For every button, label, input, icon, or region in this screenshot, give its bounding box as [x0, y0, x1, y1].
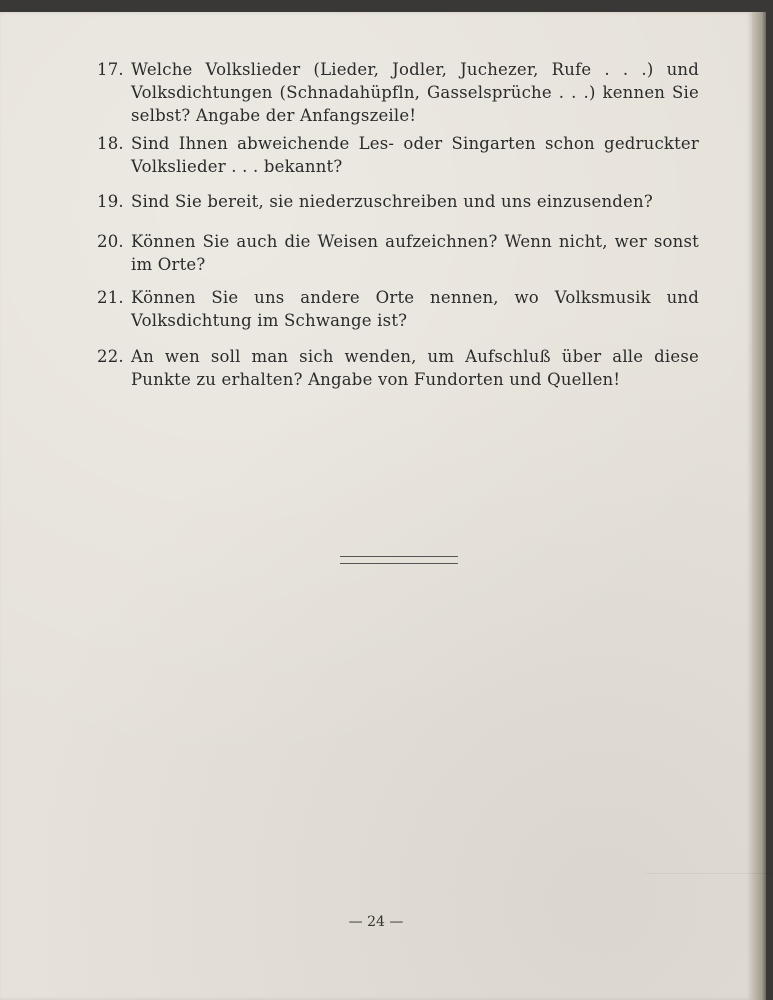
question-18 [97, 132, 699, 178]
question-19 [97, 190, 699, 213]
question-number: 18. [97, 134, 124, 153]
page-number: — 24 — [348, 914, 404, 930]
question-20 [97, 230, 699, 276]
bleed-through-mark [646, 873, 773, 904]
section-divider [340, 556, 458, 564]
question-number: 20. [97, 232, 124, 251]
question-number: 17. [97, 60, 124, 79]
page-edge [752, 12, 766, 1000]
question-22 [97, 345, 699, 391]
question-number: 22. [97, 347, 124, 366]
question-text: Sind Ihnen abweichende Les- oder Singarten schon gedruckter Volkslieder . . . bekannt? [131, 134, 699, 176]
question-text: Sind Sie bereit, sie niederzuschreiben und uns einzusenden? [131, 192, 653, 211]
question-number: 21. [97, 288, 124, 307]
question-text: An wen soll man sich wenden, um Aufschluß über alle diese Punkte zu erhalten? Angabe von Fundorten und Quellen! [131, 347, 699, 389]
question-21 [97, 286, 699, 332]
question-text: Welche Volkslieder (Lieder, Jodler, Juchezer, Rufe . . .) und Volksdichtungen (Schnadahüpfln, Gasselsprüche . . .) kennen Sie selbst? Angabe der Anfangszeile! [131, 60, 699, 125]
question-text: Können Sie auch die Weisen aufzeichnen? Wenn nicht, wer sonst im Orte? [131, 232, 699, 274]
question-17 [97, 58, 699, 127]
question-text: Können Sie uns andere Orte nennen, wo Volksmusik und Volksdichtung im Schwange ist? [131, 288, 699, 330]
question-number: 19. [97, 192, 124, 211]
